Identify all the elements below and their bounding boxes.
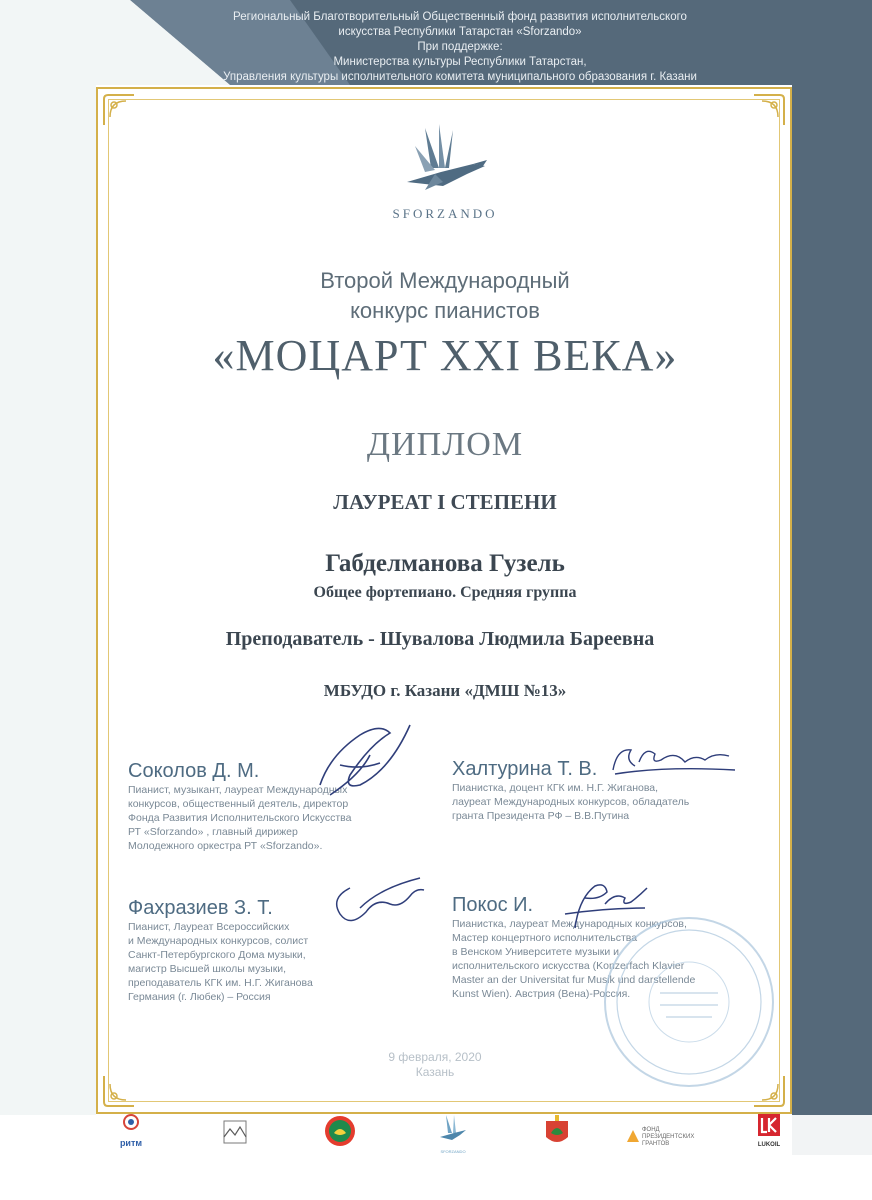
competition-title: «МОЦАРТ XXI ВЕКА» [212,331,678,380]
jury-desc-line: Фонда Развития Исполнительского Искусства [128,812,352,824]
jury-desc-line: в Венском Университете музыки и [452,946,620,958]
tatarstan-emblem [322,1113,358,1153]
jury-name: Фахразиев З. Т. [128,897,273,919]
nomination: Общее фортепиано. Средняя группа [313,584,577,601]
lukoil-icon [757,1113,781,1137]
issue-date: 9 февраля, 2020 [388,1050,482,1064]
sforzando-bird-small-icon [436,1113,470,1143]
jury-description [452,781,689,823]
jury-desc-line: лауреат Международных конкурсов, обладатель [452,796,690,808]
jury-desc-line: Master an der Universitat fur Musik und darstellende [452,974,696,986]
signature-fakhraziev [320,868,430,938]
ritm-logo [114,1113,148,1153]
jury-desc-line: конкурсов, общественный деятель, директор [128,798,349,810]
header-line: Министерства культуры Республики Татарстан, [333,56,587,68]
header-line: искусства Республики Татарстан «Sforzando» [338,26,582,38]
building-icon [220,1113,250,1149]
signature-khalturina [605,740,745,780]
ritm-logo-icon [114,1113,148,1135]
jury-desc-line: преподаватель КГК им. Н.Г. Жиганова [128,977,313,989]
sforzando-small-logo [436,1113,470,1153]
jury-name: Покос И. [452,894,534,916]
sforzando-bird-logo-icon [395,120,495,200]
grants-fund-line-2: ПРЕЗИДЕНТСКИХ [642,1134,695,1140]
school-name: МБУДО г. Казани «ДМШ №13» [323,681,567,700]
teacher-name: Преподаватель - Шувалова Людмила Бареевна [225,628,655,650]
corner-ornament-icon [752,91,788,127]
concert-hall-logo [220,1113,250,1153]
signature-sokolov [300,715,430,805]
jury-desc-line: исполнительского искусства (Konzerfach Klavier [452,960,685,972]
jury-desc-line: Kunst Wien). Австрия (Вена)-Россия. [452,988,631,1000]
sforzando-small-label: SFORZANDO [440,1149,466,1154]
jury-desc-line: Пианист, Лауреат Всероссийских [128,921,290,933]
ritm-label: ритм [119,1138,143,1148]
kazan-emblem [542,1113,572,1153]
jury-desc-line: РТ «Sforzando» , главный дирижер [128,826,298,838]
logo-wordmark: SFORZANDO [392,206,498,221]
jury-desc-line: Германия (г. Любек) – Россия [128,991,271,1003]
presidential-grants-fund-logo [626,1113,706,1153]
recipient-name: Габделманова Гузель [325,550,565,577]
corner-ornament-icon [100,91,136,127]
jury-desc-line: Пианистка, лауреат Международных конкурсов, [452,918,687,930]
jury-desc-line: Пианист, музыкант, лауреат Международных [128,784,348,796]
header-line: Региональный Благотворительный Общественный фонд развития исполнительского [233,11,687,23]
competition-line-1: Второй Международный [320,268,570,293]
jury-desc-line: гранта Президента РФ – В.В.Путина [452,810,630,822]
header-line: Управления культуры исполнительного комитета муниципального образования г. Казани [223,71,697,83]
jury-name: Халтурина Т. В. [452,758,598,780]
corner-ornament-icon [100,1074,136,1110]
diploma-heading: ДИПЛОМ [366,426,524,463]
laureate-degree: ЛАУРЕАТ I СТЕПЕНИ [333,490,557,514]
tatarstan-emblem-icon [322,1113,358,1149]
jury-member [128,897,313,1004]
jury-description [128,920,313,1004]
lukoil-label: LUKOIL [757,1142,781,1148]
competition-line-2: конкурс пианистов [350,298,540,323]
issue-city: Казань [415,1065,455,1079]
jury-name: Соколов Д. М. [128,760,260,782]
jury-desc-line: Санкт-Петербургского Дома музыки, [128,949,306,961]
issue-date-block [345,1050,525,1080]
header-line: При поддержке: [417,41,503,53]
jury-desc-line: магистр Высшей школы музыки, [128,963,287,975]
jury-desc-line: Молодежного оркестра РТ «Sforzando». [128,840,323,852]
grants-fund-line-1: ФОНД [642,1127,660,1133]
header-organizers [150,10,770,85]
grants-fund-line-3: ГРАНТОВ [642,1141,670,1147]
lukoil-logo [752,1113,786,1153]
organization-stamp [600,913,778,1091]
jury-desc-line: Пианистка, доцент КГК им. Н.Г. Жиганова, [452,782,659,794]
sponsor-logos [100,1113,800,1163]
kazan-emblem-icon [542,1113,572,1149]
jury-desc-line: Мастер концертного исполнительства [452,932,638,944]
grants-fund-icon [626,1129,640,1143]
jury-desc-line: и Международных конкурсов, солист [128,935,309,947]
